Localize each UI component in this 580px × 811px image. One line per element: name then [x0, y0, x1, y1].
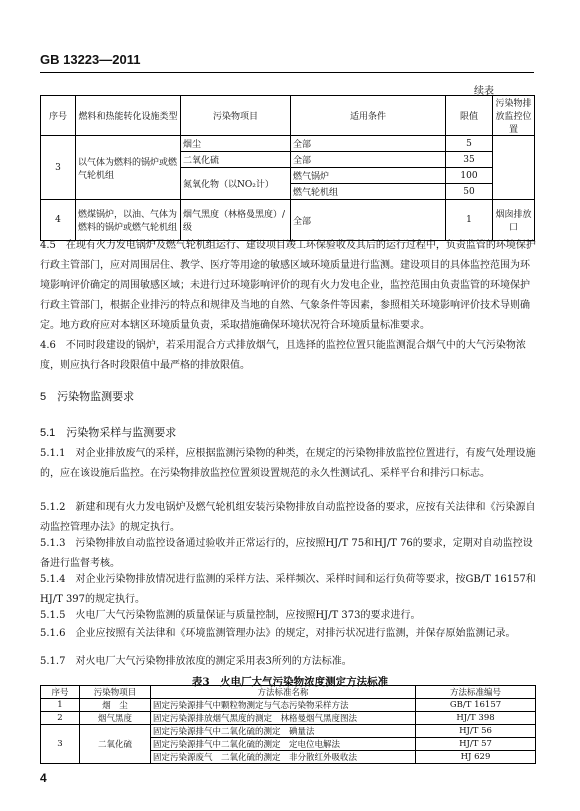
t3-header-no: 序号	[41, 686, 80, 699]
t3-row3-no: 3	[41, 725, 80, 764]
t3-row3-item: 二氧化硫	[80, 725, 151, 764]
row4-pollutant: 烟气黑度（林格曼黑度）/级	[181, 200, 291, 241]
t3-row5-method: 固定污染源废气 二氧化硫的测定 非分散红外吸收法	[151, 751, 416, 764]
col-header-type: 燃料和热能转化设施类型	[76, 96, 181, 136]
t3-header-item: 污染物项目	[80, 686, 151, 699]
section-5-heading: 5 污染物监测要求	[40, 391, 135, 403]
row3-no: 3	[41, 136, 76, 200]
paragraph-5-1-1: 5.1.1 对企业排放废气的采样，应根据监测污染物的种类，在规定的污染物排放监控位置进行，有废气处理设施的，应在该设施后监控。在污染物排放监控位置须设置规范的永久性测试孔、采样平台和排污口标志。	[40, 448, 536, 479]
paragraph-5-1-4: 5.1.4 对企业污染物排放情况进行监测的采样方法、采样频次、采样时间和运行负荷等要求，按GB/T 16157和HJ/T 397的规定执行。	[40, 574, 536, 605]
t3-row2-no: 2	[41, 712, 80, 725]
row3-location	[493, 136, 535, 200]
row4-no: 4	[41, 200, 76, 241]
paragraph-4-6: 4.6 不同时段建设的锅炉，若采用混合方式排放烟气，且选择的监控位置只能监测混合烟气中的大气污染物浓度，则应执行各时段限值中最严格的排放限值。	[40, 340, 526, 371]
t3-row4-method: 固定污染源排气中二氧化硫的测定 定电位电解法	[151, 738, 416, 751]
paragraph-5-1-7: 5.1.7 对火电厂大气污染物排放浓度的测定采用表3所列的方法标准。	[40, 656, 352, 667]
row3-pollutant-2: 二氧化硫	[181, 152, 291, 168]
paragraph-5-1-2: 5.1.2 新建和现有火力发电锅炉及燃气轮机组安装污染物排放自动监控设备的要求，应按有关法律和《污染源自动监控管理办法》的规定执行。	[40, 502, 536, 533]
row3-pollutant-1: 烟尘	[181, 136, 291, 152]
t3-header-method: 方法标准名称	[151, 686, 416, 699]
row3-condition-1: 全部	[291, 136, 446, 152]
t3-header-code: 方法标准编号	[416, 686, 536, 699]
paragraph-5-1-6: 5.1.6 企业应按照有关法律和《环境监测管理办法》的规定，对排污状况进行监测，并保存原始监测记录。	[40, 628, 516, 639]
t3-row3-method: 固定污染源排气中二氧化硫的测定 碘量法	[151, 725, 416, 738]
row4-location: 烟囱排放口	[493, 200, 535, 241]
col-header-limit: 限值	[446, 96, 493, 136]
t3-row2-code: HJ/T 398	[416, 712, 536, 725]
paragraph-4-5: 4.5 在现有火力发电锅炉及燃气轮机组运行、建设项目竣工环保验收及其后的运行过程中，负责监管的环境保护行政主管部门，应对周围居住、教学、医疗等用途的敏感区域环境质量进行监测。建设项目的具体监控范围为环境影响评价确定的周围敏感区域；未进行过环境影响评价的现有火力发电企业，监控范围由负责监管的环境保护行政主管部门，根据企业排污的特点和规律及当地的自然、气象条件等因素，参照相关环境影响评价技术导则确定。地方政府应对本辖区环境质量负责，采取措施确保环境状况符合环境质量标准要求。	[40, 240, 536, 331]
col-header-condition: 适用条件	[291, 96, 446, 136]
row3-type: 以气体为燃料的锅炉或燃气轮机组	[76, 136, 181, 200]
table-continued-label: 续表	[474, 86, 494, 97]
emission-limit-table	[40, 95, 535, 241]
row3-condition-2: 全部	[291, 152, 446, 168]
t3-row2-item: 烟气黑度	[80, 712, 151, 725]
row4-condition: 全部	[291, 200, 446, 241]
t3-row5-code: HJ 629	[416, 751, 536, 764]
row4-limit: 1	[446, 200, 493, 241]
section-5-1-heading: 5.1 污染物采样与监测要求	[40, 427, 177, 439]
standard-number: GB 13223—2011	[40, 52, 141, 67]
row3-limit-3b: 50	[446, 184, 493, 200]
t3-row4-code: HJ/T 57	[416, 738, 536, 751]
t3-row1-no: 1	[41, 699, 80, 712]
paragraph-5-1-3: 5.1.3 污染物排放自动监控设备通过验收并正常运行的，应按照HJ/T 75和HJ/T 76的要求，定期对自动监控设备进行监督考核。	[40, 538, 533, 569]
row4-type: 燃煤锅炉，以油、气体为燃料的锅炉或燃气轮机组	[76, 200, 181, 241]
row3-pollutant-3: 氮氧化物（以NO₂计）	[181, 168, 291, 200]
t3-row2-method: 固定污染源排放烟气黑度的测定 林格曼烟气黑度图法	[151, 712, 416, 725]
row3-condition-3b: 燃气轮机组	[291, 184, 446, 200]
paragraph-5-1-5: 5.1.5 火电厂大气污染物监测的质量保证与质量控制，应按照HJ/T 373的要求进行。	[40, 610, 421, 621]
col-header-location: 污染物排放监控位置	[493, 96, 535, 136]
header-rule	[40, 72, 534, 73]
t3-row3-code: HJ/T 56	[416, 725, 536, 738]
t3-row1-item: 烟 尘	[80, 699, 151, 712]
table3-title: 表3 火电厂大气污染物浓度测定方法标准	[191, 676, 389, 688]
row3-condition-3a: 燃气锅炉	[291, 168, 446, 184]
t3-row1-code: GB/T 16157	[416, 699, 536, 712]
col-header-pollutant: 污染物项目	[181, 96, 291, 136]
col-header-no: 序号	[41, 96, 76, 136]
row3-limit-1: 5	[446, 136, 493, 152]
row3-limit-2: 35	[446, 152, 493, 168]
measurement-method-table	[40, 685, 536, 764]
page-number: 4	[40, 771, 47, 785]
row3-limit-3a: 100	[446, 168, 493, 184]
t3-row1-method: 固定污染源排气中颗粒物测定与气态污染物采样方法	[151, 699, 416, 712]
